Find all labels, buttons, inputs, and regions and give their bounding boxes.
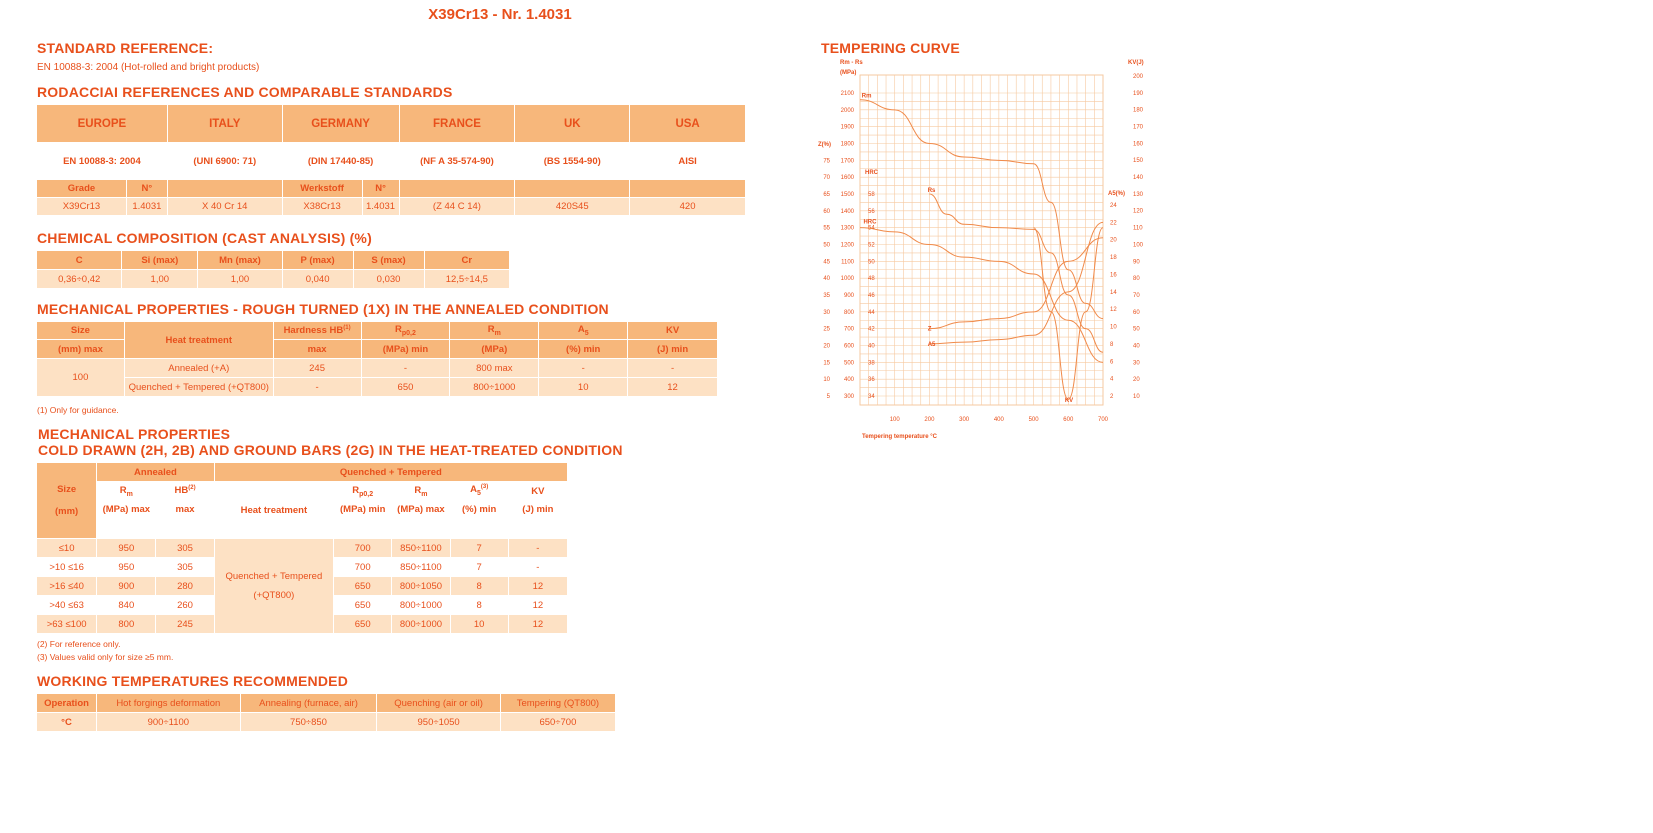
m2-rm: $R_m$ bbox=[97, 482, 156, 501]
ref-value: 420S45 bbox=[515, 198, 630, 216]
hrc-tick-label: 38 bbox=[868, 360, 875, 367]
kv-tick-label: 120 bbox=[1133, 208, 1144, 215]
kv-tick-label: 100 bbox=[1133, 242, 1144, 249]
z-tick-label: 45 bbox=[823, 259, 830, 266]
country-italy: ITALY bbox=[167, 105, 282, 143]
mech2-subheading: COLD DRAWN (2H, 2B) AND GROUND BARS (2G) IN THE HEAT-TREATED CONDITION bbox=[38, 442, 623, 458]
mech1-note: (1) Only for guidance. bbox=[37, 405, 119, 415]
z-tick-label: 65 bbox=[823, 192, 830, 198]
wt-header: Annealing (furnace, air) bbox=[240, 694, 377, 713]
m2-size: Size (mm) bbox=[37, 463, 97, 539]
kv-tick-label: 190 bbox=[1133, 90, 1144, 97]
hrc-tick-label: 56 bbox=[868, 208, 875, 215]
m2-cell: 305 bbox=[156, 539, 214, 558]
working-table bbox=[36, 693, 616, 732]
standard-heading: STANDARD REFERENCE: bbox=[37, 40, 214, 56]
a5-tick-label: 24 bbox=[1110, 203, 1117, 209]
a5-tick-label: 10 bbox=[1110, 324, 1117, 331]
mpa-tick-label: 1600 bbox=[840, 175, 854, 182]
ref-value: 1.4031 bbox=[362, 198, 399, 216]
m1-rp-unit: (MPa) min bbox=[361, 340, 450, 359]
mpa-tick-label: 1500 bbox=[840, 192, 854, 198]
m1-hb-unit: max bbox=[273, 340, 361, 359]
wt-header: Operation bbox=[37, 694, 97, 713]
m2-cell: - bbox=[508, 539, 567, 558]
m2-cell: 700 bbox=[334, 558, 392, 577]
mpa-tick-label: 900 bbox=[843, 293, 854, 299]
chem-value: 0,040 bbox=[282, 270, 353, 289]
mpa-tick-label: 800 bbox=[843, 309, 854, 316]
ref-value: (Z 44 C 14) bbox=[399, 198, 515, 216]
z-tick-label: 10 bbox=[823, 377, 830, 384]
m2-cell: - bbox=[508, 558, 567, 577]
mpa-tick-label: 400 bbox=[843, 377, 854, 384]
wt-header: Hot forgings deformation bbox=[97, 694, 241, 713]
chem-header: Cr bbox=[424, 251, 509, 270]
m2-rp: $R_{p0,2}$ bbox=[334, 482, 392, 501]
m1-kv: KV bbox=[628, 322, 718, 340]
m1-size-value: 100 bbox=[37, 359, 125, 397]
m2-qt: Quenched + Tempered bbox=[214, 463, 567, 482]
m1-kv-unit: (J) min bbox=[628, 340, 718, 359]
mpa-tick-label: 1800 bbox=[840, 141, 854, 148]
m2-cell: 840 bbox=[97, 596, 156, 615]
m2-cell: 950 bbox=[97, 539, 156, 558]
kv-tick-label: 180 bbox=[1133, 107, 1144, 114]
m1-size: Size bbox=[37, 322, 125, 340]
chem-value: 0,36÷0,42 bbox=[37, 270, 122, 289]
m2-cell: 12 bbox=[508, 577, 567, 596]
x-tick-label: 300 bbox=[959, 417, 970, 423]
m1-cell: 800÷1000 bbox=[450, 378, 539, 397]
mpa-tick-label: 500 bbox=[843, 360, 854, 367]
a5-tick-label: 6 bbox=[1110, 359, 1114, 366]
mpa-tick-label: 700 bbox=[843, 326, 854, 333]
m1-cell: - bbox=[273, 378, 361, 397]
m2-cell: 900 bbox=[97, 577, 156, 596]
rm-axis-label: Rm - Rs bbox=[840, 60, 863, 66]
chem-value: 1,00 bbox=[198, 270, 282, 289]
m2-cell: 850÷1100 bbox=[392, 539, 450, 558]
m2-cell: 260 bbox=[156, 596, 214, 615]
ref-value: 420 bbox=[630, 198, 746, 216]
m2-cell: 7 bbox=[450, 539, 508, 558]
m2-cell: 305 bbox=[156, 558, 214, 577]
hrc-axis-label: HRC bbox=[865, 170, 878, 176]
mpa-unit-label: (MPa) bbox=[840, 70, 857, 76]
m1-cell: - bbox=[628, 359, 718, 378]
m1-rp: $R_{p0,2}$ bbox=[361, 322, 450, 340]
m2-cell: 800 bbox=[97, 615, 156, 634]
std-europe: EN 10088-3: 2004 bbox=[37, 143, 168, 180]
std-usa: AISI bbox=[630, 143, 746, 180]
m2-cell: 280 bbox=[156, 577, 214, 596]
chem-value: 12,5÷14,5 bbox=[424, 270, 509, 289]
m2-rm2: $R_m$ bbox=[392, 482, 450, 501]
mech2-note1: (2) For reference only. bbox=[37, 639, 121, 649]
x-tick-label: 100 bbox=[889, 417, 900, 423]
a5-tick-label: 22 bbox=[1110, 220, 1117, 227]
m2-cell: 650 bbox=[334, 577, 392, 596]
m2-kv-unit: (J) min bbox=[508, 501, 567, 539]
m2-cell: 12 bbox=[508, 596, 567, 615]
m2-cell: 12 bbox=[508, 615, 567, 634]
kv-tick-label: 60 bbox=[1133, 309, 1140, 316]
wt-header: Tempering (QT800) bbox=[500, 694, 615, 713]
chem-value: 0,030 bbox=[353, 270, 424, 289]
mech1-table bbox=[36, 321, 718, 397]
kv-tick-label: 200 bbox=[1133, 74, 1144, 80]
m2-cell: 800÷1000 bbox=[392, 615, 450, 634]
m2-cell: 700 bbox=[334, 539, 392, 558]
m2-cell: 950 bbox=[97, 558, 156, 577]
mpa-tick-label: 2100 bbox=[840, 91, 854, 97]
references-table bbox=[36, 104, 746, 216]
m2-cell: 10 bbox=[450, 615, 508, 634]
hrc-tick-label: 58 bbox=[868, 192, 875, 198]
m1-hb: Hardness HB$^{(1)}$ bbox=[273, 322, 361, 340]
m2-cell: >63 ≤100 bbox=[37, 615, 97, 634]
curve-label-hrc: HRC bbox=[863, 219, 877, 226]
x-tick-label: 400 bbox=[993, 417, 1004, 423]
ref-value: X38Cr13 bbox=[282, 198, 362, 216]
chemical-table bbox=[36, 250, 510, 289]
m1-size-unit: (mm) max bbox=[37, 340, 125, 359]
m1-a5-unit: (%) min bbox=[539, 340, 628, 359]
m2-cell: 8 bbox=[450, 596, 508, 615]
m2-cell: >40 ≤63 bbox=[37, 596, 97, 615]
country-uk: UK bbox=[515, 105, 630, 143]
tempering-chart bbox=[810, 55, 1160, 450]
curve-label-z: Z bbox=[927, 326, 932, 333]
kv-tick-label: 40 bbox=[1133, 343, 1140, 350]
curve-label-rs: Rs bbox=[927, 188, 936, 194]
z-axis-label: Z(%) bbox=[818, 142, 831, 148]
m1-cell: 650 bbox=[361, 378, 450, 397]
kv-tick-label: 30 bbox=[1133, 360, 1140, 367]
m2-cell: 800÷1000 bbox=[392, 596, 450, 615]
m1-a5: $A_5$ bbox=[539, 322, 628, 340]
ref-value: X39Cr13 bbox=[37, 198, 127, 216]
m1-rm: $R_m$ bbox=[450, 322, 539, 340]
hrc-tick-label: 52 bbox=[868, 242, 875, 249]
wt-header: Quenching (air or oil) bbox=[377, 694, 500, 713]
z-tick-label: 70 bbox=[823, 175, 830, 182]
kv-tick-label: 20 bbox=[1133, 377, 1140, 384]
m1-cell: - bbox=[361, 359, 450, 378]
page-title: X39Cr13 - Nr. 1.4031 bbox=[428, 6, 572, 23]
m1-cell: 245 bbox=[273, 359, 361, 378]
m2-a5-unit: (%) min bbox=[450, 501, 508, 539]
country-europe: EUROPE bbox=[37, 105, 168, 143]
kv-tick-label: 110 bbox=[1133, 225, 1143, 232]
mpa-tick-label: 1700 bbox=[840, 158, 854, 165]
std-france: (NF A 35-574-90) bbox=[399, 143, 515, 180]
m2-rm-unit: (MPa) max bbox=[97, 501, 156, 539]
mech2-note2: (3) Values valid only for size ≥5 mm. bbox=[37, 652, 174, 662]
m2-heat-value: Quenched + Tempered (+QT800) bbox=[214, 539, 333, 634]
x-tick-label: 500 bbox=[1028, 417, 1039, 423]
std-italy: (UNI 6900: 71) bbox=[167, 143, 282, 180]
z-tick-label: 40 bbox=[823, 276, 830, 283]
mpa-tick-label: 1100 bbox=[841, 259, 854, 266]
hrc-tick-label: 42 bbox=[868, 326, 875, 333]
a5-tick-label: 2 bbox=[1110, 394, 1114, 400]
x-tick-label: 600 bbox=[1063, 417, 1074, 423]
curve-label-rm: Rm bbox=[861, 93, 872, 100]
m2-heat: Heat treatment bbox=[214, 482, 333, 539]
kv-tick-label: 170 bbox=[1133, 124, 1144, 131]
mpa-tick-label: 1000 bbox=[840, 276, 854, 283]
m2-cell: 8 bbox=[450, 577, 508, 596]
chem-header: S (max) bbox=[353, 251, 424, 270]
hrc-tick-label: 36 bbox=[868, 377, 875, 384]
m2-hb: HB$^{(2)}$ bbox=[156, 482, 214, 501]
a5-tick-label: 4 bbox=[1110, 376, 1114, 383]
wt-value: °C bbox=[37, 713, 97, 732]
sub-grade: Grade bbox=[37, 180, 127, 198]
m2-cell: >16 ≤40 bbox=[37, 577, 97, 596]
z-tick-label: 55 bbox=[823, 225, 830, 232]
z-tick-label: 30 bbox=[823, 309, 830, 316]
kv-tick-label: 50 bbox=[1133, 326, 1140, 333]
kv-tick-label: 70 bbox=[1133, 292, 1140, 299]
chem-header: C bbox=[37, 251, 122, 270]
hrc-tick-label: 46 bbox=[868, 293, 875, 299]
mpa-tick-label: 1300 bbox=[840, 225, 854, 232]
wt-value: 950÷1050 bbox=[377, 713, 500, 732]
wt-value: 650÷700 bbox=[500, 713, 615, 732]
a5-tick-label: 16 bbox=[1110, 272, 1117, 279]
curve-label-a5: A5 bbox=[927, 341, 936, 348]
sub-werkstoff: Werkstoff bbox=[282, 180, 362, 198]
m1-cell: - bbox=[539, 359, 628, 378]
country-france: FRANCE bbox=[399, 105, 515, 143]
m2-cell: 800÷1050 bbox=[392, 577, 450, 596]
hrc-tick-label: 44 bbox=[868, 309, 875, 316]
x-tick-label: 200 bbox=[924, 417, 935, 423]
mech2-heading: MECHANICAL PROPERTIES bbox=[38, 426, 231, 442]
kv-tick-label: 80 bbox=[1133, 276, 1140, 283]
m1-cell: Quenched + Tempered (+QT800) bbox=[124, 378, 273, 397]
working-heading: WORKING TEMPERATURES RECOMMENDED bbox=[37, 673, 349, 689]
m2-cell: 850÷1100 bbox=[392, 558, 450, 577]
z-tick-label: 75 bbox=[823, 158, 830, 165]
m2-hb-unit: max bbox=[156, 501, 214, 539]
wt-value: 750÷850 bbox=[240, 713, 377, 732]
a5-tick-label: 18 bbox=[1110, 255, 1117, 262]
hrc-tick-label: 34 bbox=[868, 394, 875, 400]
mpa-tick-label: 300 bbox=[843, 394, 854, 400]
kv-axis-label: KV(J) bbox=[1128, 60, 1144, 66]
kv-tick-label: 130 bbox=[1133, 191, 1144, 198]
m2-cell: 650 bbox=[334, 596, 392, 615]
sub-n: N° bbox=[126, 180, 167, 198]
mpa-tick-label: 1200 bbox=[840, 242, 854, 249]
m1-heat: Heat treatment bbox=[124, 322, 273, 359]
z-tick-label: 5 bbox=[826, 394, 830, 400]
country-germany: GERMANY bbox=[282, 105, 399, 143]
m2-cell: >10 ≤16 bbox=[37, 558, 97, 577]
a5-tick-label: 12 bbox=[1110, 307, 1117, 314]
mpa-tick-label: 1400 bbox=[840, 208, 854, 215]
m2-cell: 650 bbox=[334, 615, 392, 634]
a5-tick-label: 8 bbox=[1110, 341, 1114, 348]
a5-axis-label: A5(%) bbox=[1108, 191, 1126, 197]
m2-cell: 7 bbox=[450, 558, 508, 577]
chem-header: P (max) bbox=[282, 251, 353, 270]
m2-kv: KV bbox=[508, 482, 567, 501]
mpa-tick-label: 1900 bbox=[840, 124, 854, 131]
mpa-tick-label: 2000 bbox=[840, 107, 854, 114]
m2-rp-unit: (MPa) min bbox=[334, 501, 392, 539]
kv-tick-label: 160 bbox=[1133, 141, 1144, 148]
m1-cell: 12 bbox=[628, 378, 718, 397]
x-axis-label: Tempering temperature °C bbox=[862, 434, 937, 440]
sub-n2: N° bbox=[362, 180, 399, 198]
chemical-heading: CHEMICAL COMPOSITION (CAST ANALYSIS) (%) bbox=[37, 230, 372, 246]
kv-tick-label: 10 bbox=[1133, 394, 1140, 400]
m2-cell: ≤10 bbox=[37, 539, 97, 558]
std-germany: (DIN 17440-85) bbox=[282, 143, 399, 180]
references-heading: RODACCIAI REFERENCES AND COMPARABLE STANDARDS bbox=[37, 84, 453, 100]
z-tick-label: 20 bbox=[823, 343, 830, 350]
chem-header: Si (max) bbox=[122, 251, 198, 270]
z-tick-label: 15 bbox=[823, 360, 830, 367]
z-tick-label: 60 bbox=[823, 208, 830, 215]
mpa-tick-label: 600 bbox=[843, 343, 854, 350]
mech1-heading: MECHANICAL PROPERTIES - ROUGH TURNED (1X) IN THE ANNEALED CONDITION bbox=[37, 301, 609, 317]
kv-tick-label: 90 bbox=[1133, 259, 1140, 266]
mech2-table bbox=[36, 462, 568, 634]
std-uk: (BS 1554-90) bbox=[515, 143, 630, 180]
z-tick-label: 25 bbox=[823, 326, 830, 333]
country-usa: USA bbox=[630, 105, 746, 143]
hrc-tick-label: 40 bbox=[868, 343, 875, 350]
hrc-tick-label: 50 bbox=[868, 259, 875, 266]
standard-text: EN 10088-3: 2004 (Hot-rolled and bright products) bbox=[37, 62, 260, 73]
z-tick-label: 50 bbox=[823, 242, 830, 249]
m2-a5: $A_5^{(3)}$ bbox=[450, 482, 508, 501]
m1-cell: 800 max bbox=[450, 359, 539, 378]
hrc-tick-label: 54 bbox=[868, 225, 875, 232]
ref-value: 1.4031 bbox=[126, 198, 167, 216]
chem-value: 1,00 bbox=[122, 270, 198, 289]
a5-tick-label: 20 bbox=[1110, 237, 1117, 244]
wt-value: 900÷1100 bbox=[97, 713, 241, 732]
x-tick-label: 700 bbox=[1097, 417, 1109, 423]
m1-cell: Annealed (+A) bbox=[124, 359, 273, 378]
chart-heading: TEMPERING CURVE bbox=[821, 40, 960, 56]
hrc-tick-label: 48 bbox=[868, 276, 875, 283]
m2-cell: 245 bbox=[156, 615, 214, 634]
a5-tick-label: 14 bbox=[1110, 289, 1117, 296]
m2-rm2-unit: (MPa) max bbox=[392, 501, 450, 539]
kv-tick-label: 140 bbox=[1133, 175, 1144, 182]
m2-annealed: Annealed bbox=[97, 463, 214, 482]
kv-tick-label: 150 bbox=[1133, 158, 1144, 165]
z-tick-label: 35 bbox=[823, 293, 830, 299]
m1-cell: 10 bbox=[539, 378, 628, 397]
curve-label-kv: KV bbox=[1064, 398, 1074, 404]
m1-rm-unit: (MPa) bbox=[450, 340, 539, 359]
chem-header: Mn (max) bbox=[198, 251, 282, 270]
ref-value: X 40 Cr 14 bbox=[167, 198, 282, 216]
